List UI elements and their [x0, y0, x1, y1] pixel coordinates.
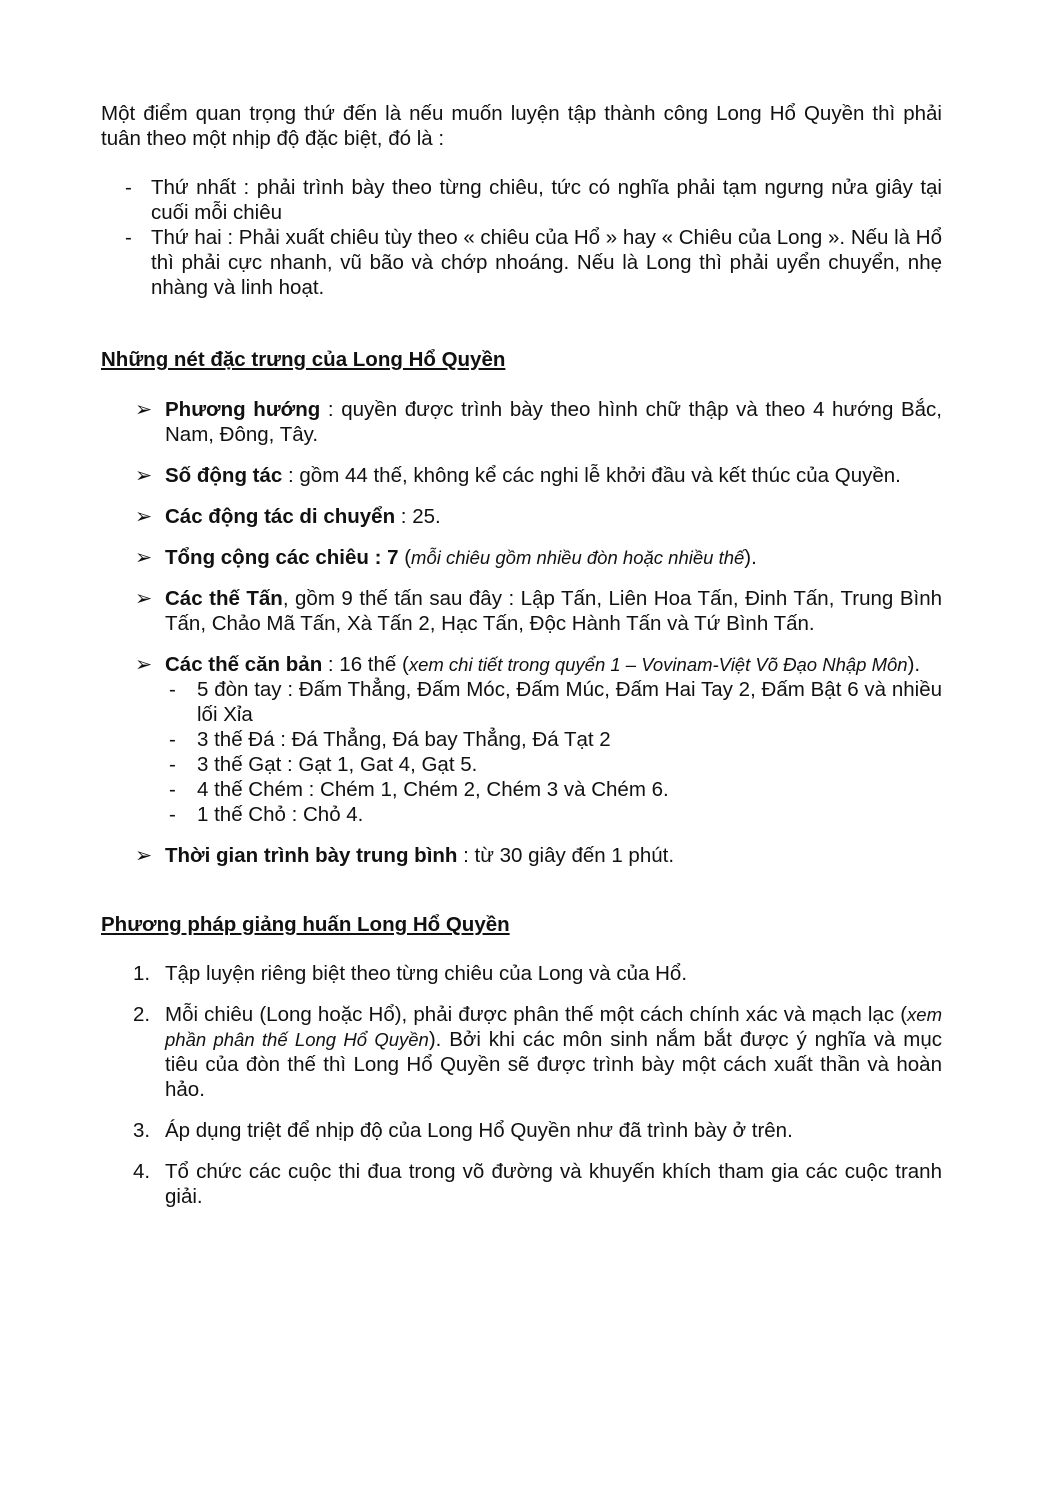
features-list [101, 397, 942, 884]
sub-list-item [165, 777, 942, 802]
numbered-item [101, 1002, 942, 1102]
sub-list-item-text: 3 thế Gạt : Gạt 1, Gat 4, Gạt 5. [197, 753, 478, 776]
sub-list-item [165, 752, 942, 777]
dash-bullet: - [125, 176, 132, 199]
sub-list-item-text: 5 đòn tay : Đấm Thẳng, Đấm Móc, Đấm Múc, Đấm Hai Tay 2, Đấm Bật 6 và nhiều lối Xỉa [197, 678, 942, 726]
section-heading: Những nét đặc trưng của Long Hổ Quyền [101, 348, 506, 371]
method-heading-block [101, 912, 942, 937]
numbered-item [101, 1159, 942, 1209]
feature-label: Tổng cộng các chiêu : 7 [165, 546, 399, 569]
item-number: 3. [133, 1119, 151, 1142]
feature-note: mỗi chiêu gồm nhiều đòn hoặc nhiều thế [411, 547, 745, 568]
feature-item-moves [101, 463, 942, 488]
sub-list-item-text: 1 thế Chỏ : Chỏ 4. [197, 803, 364, 826]
feature-label: Số động tác [165, 464, 283, 487]
arrow-bullet-icon: ➢ [135, 587, 153, 610]
feature-text: , gồm 9 thế tấn sau đây : Lập Tấn, Liên Hoa Tấn, Đinh Tấn, Trung Bình Tấn, Chảo Mã Tấn, Xà Tấn 2, Hạc Tấn, Độc Hành Tấn và Tứ Bình Tấn. [165, 587, 942, 635]
section-heading: Phương pháp giảng huấn Long Hổ Quyền [101, 913, 510, 936]
feature-text: : 25. [395, 505, 441, 528]
arrow-bullet-icon: ➢ [135, 844, 153, 867]
feature-text: : từ 30 giây đến 1 phút. [457, 844, 675, 867]
feature-label: Thời gian trình bày trung bình [165, 844, 458, 867]
feature-text: ( [398, 546, 412, 569]
list-item-text: Thứ nhất : phải trình bày theo từng chiêu, tức có nghĩa phải tạm ngưng nửa giây tại cuối mỗi chiêu [151, 176, 942, 224]
method-list [101, 961, 942, 1225]
arrow-bullet-icon: ➢ [135, 546, 153, 569]
list-item [101, 175, 942, 225]
dash-bullet: - [169, 678, 176, 701]
dash-bullet: - [169, 803, 176, 826]
feature-text: : quyền được trình bày theo hình chữ thập và theo 4 hướng Bắc, Nam, Đông, Tây. [165, 398, 942, 446]
numbered-item-text-end: ). Bởi khi các môn sinh nắm bắt được ý nghĩa và mục tiêu của đòn thế thì Long Hổ Quyền sẽ được trình bày một cách xuất thần và hoàn hảo. [165, 1028, 942, 1101]
feature-item-duration [101, 843, 942, 868]
feature-item-stances [101, 586, 942, 636]
features-heading-block [101, 347, 942, 372]
feature-item-direction [101, 397, 942, 447]
item-number: 2. [133, 1003, 151, 1026]
numbered-item [101, 1118, 942, 1143]
numbered-item [101, 961, 942, 986]
feature-label: Các thế Tấn [165, 587, 283, 610]
feature-label: Phương hướng [165, 398, 321, 421]
feature-label: Các thế căn bản [165, 653, 323, 676]
numbered-item-text: Tập luyện riêng biệt theo từng chiêu của Long và của Hổ. [165, 962, 688, 985]
numbered-item-text: Mỗi chiêu (Long hoặc Hổ), phải được phân thế một cách chính xác và mạch lạc ( [165, 1003, 908, 1026]
feature-text-end: ). [744, 546, 757, 569]
numbered-item-note: xem phần phân thế Long Hổ Quyền [165, 1004, 942, 1050]
item-number: 4. [133, 1160, 151, 1183]
sub-list-item [165, 677, 942, 727]
sub-list-item [165, 802, 942, 827]
feature-text: : 16 thế ( [322, 653, 409, 676]
sub-list-item [165, 727, 942, 752]
arrow-bullet-icon: ➢ [135, 464, 153, 487]
feature-note: xem chi tiết trong quyển 1 – Vovinam-Việt Võ Đạo Nhập Môn [408, 654, 908, 675]
intro-section [101, 101, 942, 300]
dash-bullet: - [125, 226, 132, 249]
numbered-item-text: Áp dụng triệt để nhịp độ của Long Hổ Quyền như đã trình bày ở trên. [165, 1119, 793, 1142]
sub-list-item-text: 4 thế Chém : Chém 1, Chém 2, Chém 3 và Chém 6. [197, 778, 669, 801]
intro-paragraph: Một điểm quan trọng thứ đến là nếu muốn luyện tập thành công Long Hổ Quyền thì phải tuân theo một nhịp độ đặc biệt, đó là : [101, 102, 942, 150]
list-item [101, 225, 942, 300]
dash-bullet: - [169, 728, 176, 751]
arrow-bullet-icon: ➢ [135, 398, 153, 421]
dash-bullet: - [169, 753, 176, 776]
dash-bullet: - [169, 778, 176, 801]
feature-item-total-moves [101, 545, 942, 570]
list-item-text: Thứ hai : Phải xuất chiêu tùy theo « chiêu của Hổ » hay « Chiêu của Long ». Nếu là Hổ thì phải cực nhanh, vũ bão và chớp nhoáng. Nếu là Long thì phải uyển chuyển, nhẹ nhàng và linh hoạt. [151, 226, 942, 299]
arrow-bullet-icon: ➢ [135, 505, 153, 528]
sub-list-item-text: 3 thế Đá : Đá Thẳng, Đá bay Thẳng, Đá Tạt 2 [197, 728, 611, 751]
feature-item-movements [101, 504, 942, 529]
numbered-item-text: Tổ chức các cuộc thi đua trong võ đường và khuyến khích tham gia các cuộc tranh giải. [165, 1160, 942, 1208]
feature-text: : gồm 44 thế, không kể các nghi lễ khởi đầu và kết thúc của Quyền. [282, 464, 901, 487]
feature-text-end: ). [907, 653, 921, 676]
feature-label: Các động tác di chuyển [165, 505, 396, 528]
feature-item-basics [101, 652, 942, 827]
arrow-bullet-icon: ➢ [135, 653, 153, 676]
item-number: 1. [133, 962, 151, 985]
